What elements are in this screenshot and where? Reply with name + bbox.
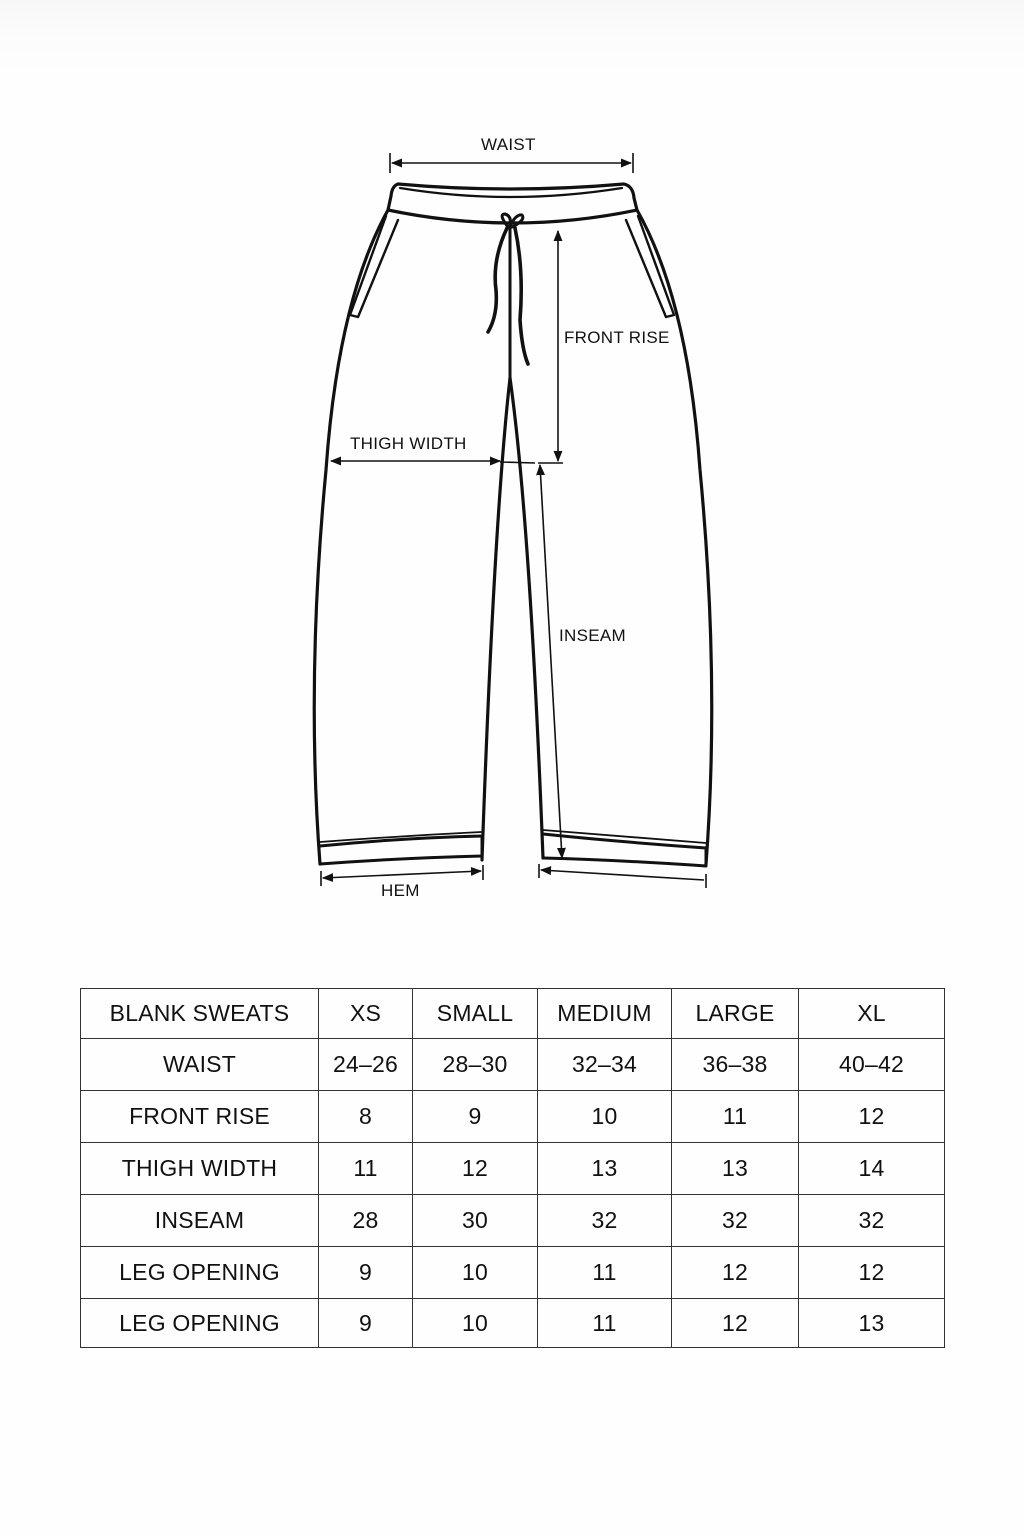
table-row-waist [81,1039,945,1091]
header-size-small: SMALL [413,989,538,1039]
row-label: LEG OPENING [81,1299,319,1348]
table-row-inseam [81,1195,945,1247]
cell-value: 11 [672,1091,799,1143]
cell-value: 12 [413,1143,538,1195]
cell-value: 9 [413,1091,538,1143]
table-row-thigh-width [81,1143,945,1195]
inseam-arrow [540,465,562,858]
row-label: LEG OPENING [81,1247,319,1299]
thigh-crotch-line [500,462,535,463]
cell-value: 11 [319,1143,413,1195]
row-label: FRONT RISE [81,1091,319,1143]
thigh-width-label: THIGH WIDTH [350,434,467,453]
row-label: INSEAM [81,1195,319,1247]
drawstring-bow [502,214,523,227]
cell-value: 13 [799,1299,945,1348]
cell-value: 9 [319,1247,413,1299]
cell-value: 12 [799,1247,945,1299]
cell-value: 9 [319,1299,413,1348]
cell-value: 11 [538,1247,672,1299]
left-leg-outer [314,210,388,864]
header-product-name: BLANK SWEATS [81,989,319,1039]
cell-value: 32 [672,1195,799,1247]
cell-value: 24–26 [319,1039,413,1091]
waistband-outline [388,184,637,223]
row-label: WAIST [81,1039,319,1091]
cell-value: 14 [799,1143,945,1195]
cell-value: 10 [413,1299,538,1348]
row-label: THIGH WIDTH [81,1143,319,1195]
cell-value: 32 [538,1195,672,1247]
cell-value: 8 [319,1091,413,1143]
right-leg-inner [510,378,543,858]
cell-value: 13 [672,1143,799,1195]
cell-value: 40–42 [799,1039,945,1091]
cell-value: 32 [799,1195,945,1247]
right-leg-outer [637,210,712,864]
inseam-label: INSEAM [559,626,626,645]
header-size-xl: XL [799,989,945,1039]
cell-value: 32–34 [538,1039,672,1091]
cell-value: 28–30 [413,1039,538,1091]
header-size-medium: MEDIUM [538,989,672,1039]
cell-value: 13 [538,1143,672,1195]
front-rise-label: FRONT RISE [564,328,670,347]
cell-value: 10 [538,1091,672,1143]
cell-value: 12 [672,1247,799,1299]
hem-label: HEM [381,881,420,900]
cell-value: 11 [538,1299,672,1348]
hem-arrow [323,871,481,878]
left-leg-inner [482,378,510,860]
header-size-xs: XS [319,989,413,1039]
cell-value: 28 [319,1195,413,1247]
table-row-leg-opening [81,1247,945,1299]
leg-opening-arrow [541,870,704,880]
size-chart-table [80,988,945,1348]
cell-value: 10 [413,1247,538,1299]
cell-value: 36–38 [672,1039,799,1091]
cell-value: 12 [799,1091,945,1143]
left-pocket [350,216,398,317]
table-row-front-rise [81,1091,945,1143]
cell-value: 12 [672,1299,799,1348]
right-pocket [626,216,674,317]
drawstring-left [488,228,507,332]
cell-value: 30 [413,1195,538,1247]
table-row-leg-opening-2 [81,1299,945,1348]
table-header-row [81,989,945,1039]
header-size-large: LARGE [672,989,799,1039]
waist-label: WAIST [481,135,536,154]
drawstring-right [515,228,528,364]
right-hem-cuff [543,834,706,866]
